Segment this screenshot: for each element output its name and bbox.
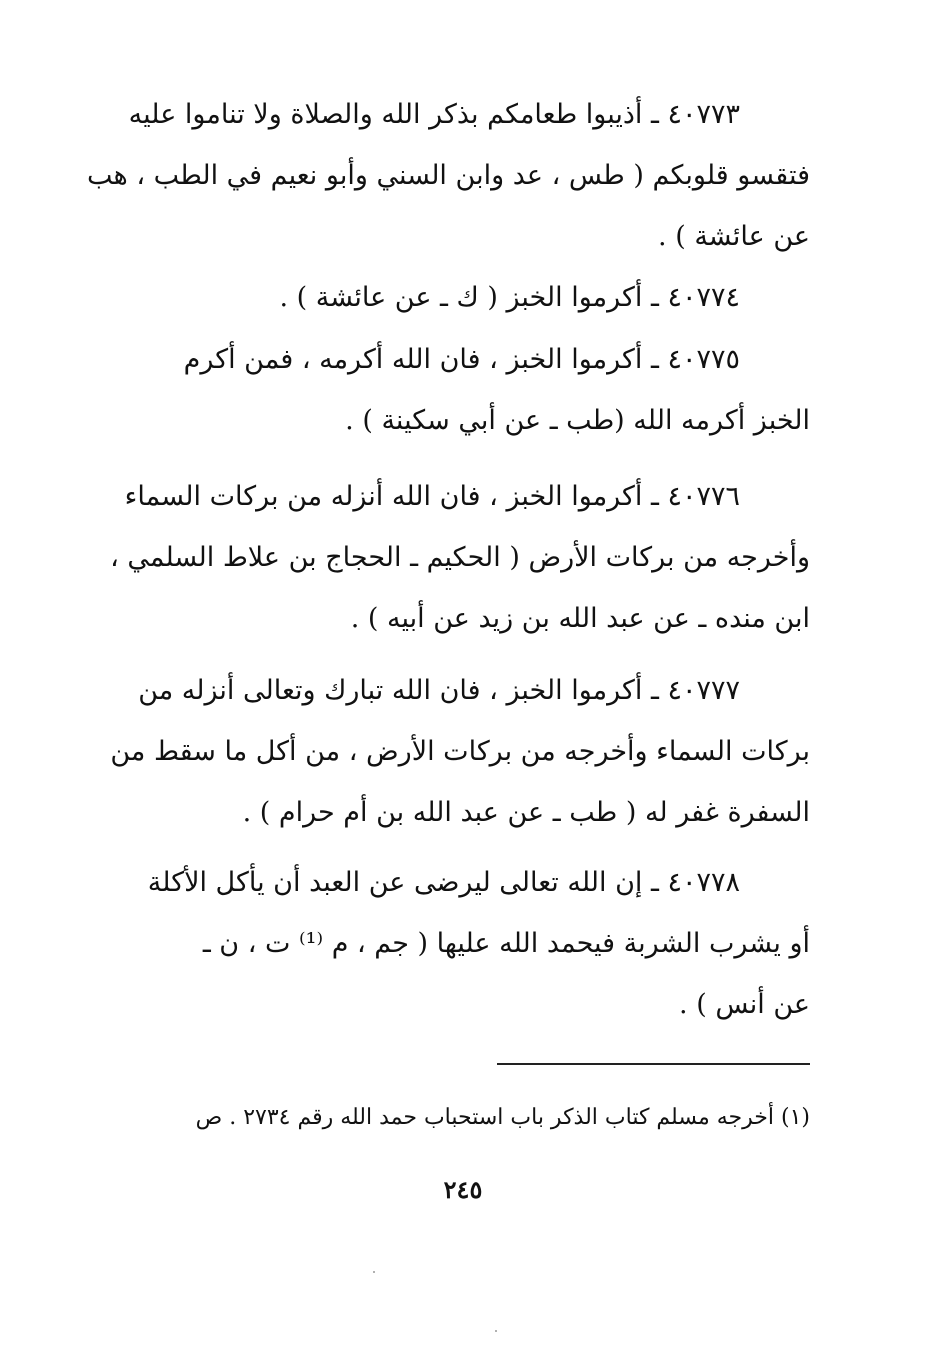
entry-line: عن أنس ) . bbox=[679, 989, 810, 1020]
hadith-entry-40774 bbox=[105, 267, 810, 328]
footnote-divider bbox=[497, 1063, 810, 1065]
entry-line: ٤٠٧٧٤ ـ أكرموا الخبز ( ك ـ عن عائشة ) . bbox=[279, 282, 740, 313]
entry-line: بركات السماء وأخرجه من بركات الأرض ، من أكل ما سقط من bbox=[110, 736, 810, 767]
scan-speck bbox=[373, 1271, 375, 1273]
entry-line: ٤٠٧٧٥ ـ أكرموا الخبز ، فان الله أكرمه ، فمن أكرم bbox=[183, 344, 740, 375]
entry-line: ٤٠٧٧٧ ـ أكرموا الخبز ، فان الله تبارك وتعالى أنزله من bbox=[138, 675, 740, 706]
entry-line: ٤٠٧٧٨ ـ إن الله تعالى ليرضى عن العبد أن يأكل الأكلة bbox=[147, 867, 740, 898]
entry-line: عن عائشة ) . bbox=[658, 221, 810, 252]
hadith-entry-40775 bbox=[105, 329, 810, 451]
entry-line: ٤٠٧٧٣ ـ أذيبوا طعامكم بذكر الله والصلاة ولا تناموا عليه bbox=[128, 99, 740, 130]
entry-line: ابن منده ـ عن عبد الله بن زيد عن أبيه ) . bbox=[350, 603, 810, 634]
page-number: ٢٤٥ bbox=[443, 1175, 483, 1204]
entry-line: أو يشرب الشربة فيحمد الله عليها ( جم ، م ⁽¹⁾ ت ، ن ـ bbox=[202, 928, 810, 959]
entry-line: السفرة غفر له ( طب ـ عن عبد الله بن أم حرام ) . bbox=[242, 797, 810, 828]
scan-speck bbox=[495, 1330, 497, 1332]
hadith-entry-40776 bbox=[105, 466, 810, 649]
entry-line: فتقسو قلوبكم ( طس ، عد وابن السني وأبو نعيم في الطب ، هب bbox=[87, 160, 810, 191]
entry-line: ٤٠٧٧٦ ـ أكرموا الخبز ، فان الله أنزله من بركات السماء bbox=[124, 481, 740, 512]
entry-line: الخبز أكرمه الله (طب ـ عن أبي سكينة ) . bbox=[345, 405, 810, 436]
hadith-entry-40777 bbox=[105, 660, 810, 843]
footnote: (١) أخرجه مسلم كتاب الذكر باب استحباب حمد الله رقم ٢٧٣٤ . ص bbox=[195, 1105, 810, 1130]
hadith-entry-40778 bbox=[105, 852, 810, 1035]
entry-line: وأخرجه من بركات الأرض ( الحكيم ـ الحجاج بن علاط السلمي ، bbox=[110, 542, 810, 573]
hadith-entry-40773 bbox=[87, 84, 810, 267]
